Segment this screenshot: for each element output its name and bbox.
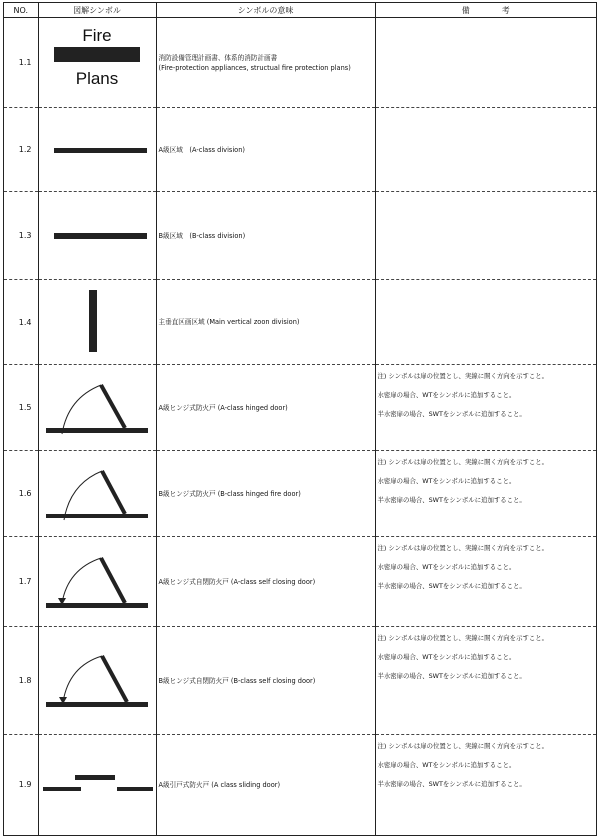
symbol-cell xyxy=(38,627,156,735)
symbol-cell xyxy=(38,18,156,108)
remark-wt: 水密扉の場合、WTをシンボルに追加すること。 xyxy=(377,477,516,485)
header-row xyxy=(4,3,596,18)
meaning-cell xyxy=(156,18,375,108)
table-row xyxy=(4,537,596,627)
meaning-cell xyxy=(156,537,375,627)
meaning-cell xyxy=(156,451,375,537)
symbol-table xyxy=(4,3,596,835)
remarks-cell xyxy=(375,537,596,627)
meaning-text: B級ヒンジ式自閉防火戸 (B-class self closing door) xyxy=(158,676,316,685)
table-row xyxy=(4,365,596,451)
remark-swt: 半水密扉の場合、SWTをシンボルに追加すること。 xyxy=(377,496,526,504)
symbol-cell xyxy=(38,365,156,451)
table-row xyxy=(4,192,596,280)
row-number: 1.4 xyxy=(4,280,38,365)
self-closing-door-symbol xyxy=(42,650,152,712)
header-symbol: 図解シンボル xyxy=(38,3,156,18)
table-row xyxy=(4,108,596,192)
meaning-cell xyxy=(156,735,375,835)
remarks-cell xyxy=(375,735,596,835)
meaning-cell xyxy=(156,365,375,451)
door-swing-arc xyxy=(62,558,101,603)
fire-plans-symbol xyxy=(42,23,152,103)
row-number: 1.9 xyxy=(4,735,38,835)
row-number: 1.5 xyxy=(4,365,38,451)
symbol-table-sheet xyxy=(3,2,597,836)
meaning-text: A級区域 (A-class division) xyxy=(158,145,245,154)
b-class-line xyxy=(54,233,147,239)
remark-note: 注) シンボルは扉の位置とし、実線に開く方向を示すこと。 xyxy=(377,458,549,466)
hinged-door-symbol xyxy=(42,378,152,438)
fire-plans-bar xyxy=(54,47,140,62)
door-leaf xyxy=(101,385,125,428)
symbol-cell xyxy=(38,108,156,192)
header-no: NO. xyxy=(4,3,38,18)
door-wall-line xyxy=(46,514,148,518)
remark-note: 注) シンボルは扉の位置とし、実線に開く方向を示すこと。 xyxy=(377,544,549,552)
meaning-text-en: (Fire-protection appliances, structual fire protection plans) xyxy=(158,63,351,72)
door-leaf xyxy=(102,656,127,702)
row-number: 1.6 xyxy=(4,451,38,537)
symbol-cell xyxy=(38,192,156,280)
vertical-zone-bar xyxy=(89,290,97,352)
remarks-cell xyxy=(375,18,596,108)
meaning-cell xyxy=(156,108,375,192)
table-row xyxy=(4,735,596,835)
meaning-text: B級ヒンジ式防火戸 (B-class hinged fire door) xyxy=(158,489,301,498)
row-number: 1.1 xyxy=(4,18,38,108)
hinged-door-symbol xyxy=(42,464,152,524)
meaning-text: 消防設備管理計画書、体系的消防計画書 xyxy=(158,53,278,62)
door-swing-arc xyxy=(64,471,102,520)
self-closing-door-symbol xyxy=(42,551,152,613)
plans-text: Plans xyxy=(75,68,119,88)
table-row xyxy=(4,627,596,735)
sliding-door-symbol xyxy=(39,765,157,805)
meaning-cell xyxy=(156,627,375,735)
door-wall-line xyxy=(46,603,148,608)
remark-swt: 半水密扉の場合、SWTをシンボルに追加すること。 xyxy=(377,410,526,418)
symbol-cell xyxy=(38,451,156,537)
door-leaf xyxy=(102,471,125,514)
remarks-cell xyxy=(375,192,596,280)
b-class-division-symbol xyxy=(42,226,152,246)
remarks-cell xyxy=(375,365,596,451)
remark-note: 注) シンボルは扉の位置とし、実線に開く方向を示すこと。 xyxy=(377,372,549,380)
door-wall-line xyxy=(46,702,148,707)
a-class-division-symbol xyxy=(42,140,152,160)
symbol-cell xyxy=(38,735,156,835)
sliding-wall-right xyxy=(117,787,153,791)
remark-note: 注) シンボルは扉の位置とし、実線に開く方向を示すこと。 xyxy=(377,742,549,750)
meaning-text: B級区域 (B-class division) xyxy=(158,231,246,240)
remark-swt: 半水密扉の場合、SWTをシンボルに追加すること。 xyxy=(377,780,526,788)
remark-wt: 水密扉の場合、WTをシンボルに追加すること。 xyxy=(377,391,516,399)
table-row xyxy=(4,280,596,365)
header-remarks: 備 考 xyxy=(375,3,596,18)
remarks-cell xyxy=(375,280,596,365)
remark-swt: 半水密扉の場合、SWTをシンボルに追加すること。 xyxy=(377,672,526,680)
header-meaning: シンボルの意味 xyxy=(156,3,375,18)
row-number: 1.7 xyxy=(4,537,38,627)
remark-swt: 半水密扉の場合、SWTをシンボルに追加すること。 xyxy=(377,582,526,590)
sliding-wall-left xyxy=(43,787,81,791)
table-row xyxy=(4,451,596,537)
meaning-text: A級ヒンジ式防火戸 (A-class hinged door) xyxy=(158,403,288,412)
door-leaf xyxy=(101,558,125,603)
symbol-cell xyxy=(38,537,156,627)
remark-wt: 水密扉の場合、WTをシンボルに追加すること。 xyxy=(377,653,516,661)
row-number: 1.8 xyxy=(4,627,38,735)
meaning-text: A級引戸式防火戸 (A class sliding door) xyxy=(158,780,281,789)
meaning-cell xyxy=(156,192,375,280)
remark-note: 注) シンボルは扉の位置とし、実線に開く方向を示すこと。 xyxy=(377,634,549,642)
main-vertical-zone-symbol xyxy=(42,288,152,356)
door-wall-line xyxy=(46,428,148,433)
meaning-text: 主垂直区画区域 (Main vertical zoon division) xyxy=(158,318,300,326)
remark-wt: 水密扉の場合、WTをシンボルに追加すること。 xyxy=(377,761,516,769)
row-number: 1.3 xyxy=(4,192,38,280)
meaning-cell xyxy=(156,280,375,365)
door-swing-arc xyxy=(63,656,102,702)
fire-text: Fire xyxy=(82,25,112,45)
a-class-line xyxy=(54,148,147,153)
door-swing-arc xyxy=(62,385,101,434)
table-row xyxy=(4,18,596,108)
meaning-text: A級ヒンジ式自閉防火戸 (A-class self closing door) xyxy=(158,577,316,586)
row-number: 1.2 xyxy=(4,108,38,192)
symbol-cell xyxy=(38,280,156,365)
sliding-door-leaf xyxy=(75,775,115,780)
remarks-cell xyxy=(375,627,596,735)
remarks-cell xyxy=(375,451,596,537)
remark-wt: 水密扉の場合、WTをシンボルに追加すること。 xyxy=(377,563,516,571)
remarks-cell xyxy=(375,108,596,192)
